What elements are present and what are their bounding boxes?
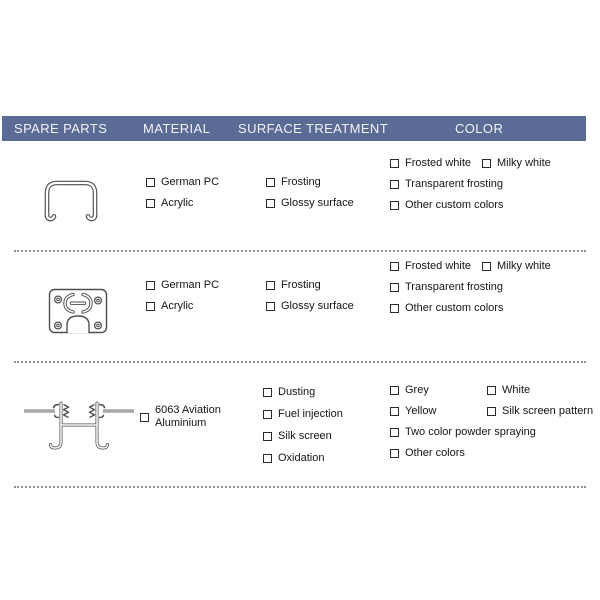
checkbox-label: Milky white [497,260,551,272]
checkbox[interactable] [266,178,275,187]
checkbox-option [266,300,354,313]
checkbox-label: Acrylic [161,197,194,209]
checkbox-option [146,197,219,210]
checkbox[interactable] [487,386,496,395]
checkbox-option [263,386,343,399]
checkbox-option [266,176,354,189]
checkbox-option [390,405,487,418]
surface-treatment-options [266,279,354,313]
checkbox[interactable] [146,178,155,187]
column-header-material: MATERIAL [143,121,211,136]
checkbox-option [266,197,354,210]
checkbox-option [390,260,482,273]
checkbox[interactable] [146,281,155,290]
checkbox-label: Glossy surface [281,300,354,312]
checkbox-label: Other custom colors [405,199,504,211]
color-options [390,384,593,460]
checkbox-label: Glossy surface [281,197,354,209]
checkbox[interactable] [390,159,399,168]
checkbox-label: 6063 Aviation Aluminium [155,404,221,429]
checkbox-option [266,279,354,292]
checkbox[interactable] [390,407,399,416]
checkbox[interactable] [390,428,399,437]
checkbox-option [487,384,593,397]
checkbox-label: Frosting [281,279,321,291]
checkbox-label: Dusting [278,386,316,398]
checkbox[interactable] [390,262,399,271]
row-divider [14,486,586,488]
checkbox-label: Frosted white [405,157,472,169]
material-options [146,176,219,210]
checkbox-label: Transparent frosting [405,178,504,190]
checkbox-label: Frosted white [405,260,472,272]
color-options [390,157,551,212]
checkbox[interactable] [390,201,399,210]
checkbox[interactable] [140,413,149,422]
checkbox[interactable] [266,302,275,311]
color-option-line [390,405,593,418]
checkbox-option [263,408,343,421]
checkbox-option [263,430,343,443]
arch-clip-profile-icon [36,172,106,222]
color-option-line [390,384,593,397]
checkbox[interactable] [390,304,399,313]
checkbox-option [390,281,551,294]
checkbox[interactable] [263,388,272,397]
checkbox[interactable] [146,302,155,311]
checkbox-label: Silk screen [278,430,332,442]
checkbox-label: German PC [161,279,220,291]
checkbox[interactable] [482,159,491,168]
color-option-line [390,260,551,273]
checkbox[interactable] [390,449,399,458]
checkbox-label: Grey [405,384,429,396]
checkbox-label: Milky white [497,157,551,169]
checkbox-label: Acrylic [161,300,194,312]
row-divider [14,250,586,252]
checkbox[interactable] [390,180,399,189]
checkbox[interactable] [263,410,272,419]
checkbox-option [390,426,593,439]
checkbox[interactable] [487,407,496,416]
checkbox-option [390,302,551,315]
surface-treatment-options [263,386,343,465]
checkbox-label: White [502,384,531,396]
checkbox-label: Frosting [281,176,321,188]
surface-treatment-options [266,176,354,210]
checkbox-label: Fuel injection [278,408,343,420]
table-header [2,116,586,141]
checkbox-option [390,447,593,460]
checkbox-label: Other colors [405,447,465,459]
checkbox-option [146,300,219,313]
checkbox-label: Yellow [405,405,437,417]
checkbox-label: Transparent frosting [405,281,504,293]
checkbox[interactable] [266,199,275,208]
checkbox-option [482,157,551,170]
checkbox-option [390,157,482,170]
column-header-color: COLOR [455,121,504,136]
row-divider [14,361,586,363]
column-header-spare-parts: SPARE PARTS [14,121,108,136]
checkbox[interactable] [390,283,399,292]
checkbox-option [390,178,551,191]
checkbox-label: German PC [161,176,220,188]
color-option-line [390,157,551,170]
checkbox-option [487,405,593,418]
checkbox-option [263,452,343,465]
column-header-surface-treatment: SURFACE TREATMENT [238,121,389,136]
checkbox-option [482,260,551,273]
checkbox[interactable] [482,262,491,271]
checkbox-label: Oxidation [278,452,325,464]
aluminium-extrusion-profile-icon [24,396,134,454]
checkbox[interactable] [263,454,272,463]
checkbox[interactable] [263,432,272,441]
material-options [146,279,219,313]
checkbox-option [146,279,219,292]
color-options [390,260,551,315]
end-cap-plate-icon [46,284,110,336]
checkbox-option [146,176,219,189]
checkbox-label: Silk screen pattern [502,405,594,417]
checkbox[interactable] [146,199,155,208]
checkbox-option [390,384,487,397]
checkbox-label: Other custom colors [405,302,504,314]
checkbox-label: Two color powder spraying [405,426,536,438]
checkbox[interactable] [266,281,275,290]
checkbox-option [390,199,551,212]
material-options [140,404,237,430]
checkbox[interactable] [390,386,399,395]
